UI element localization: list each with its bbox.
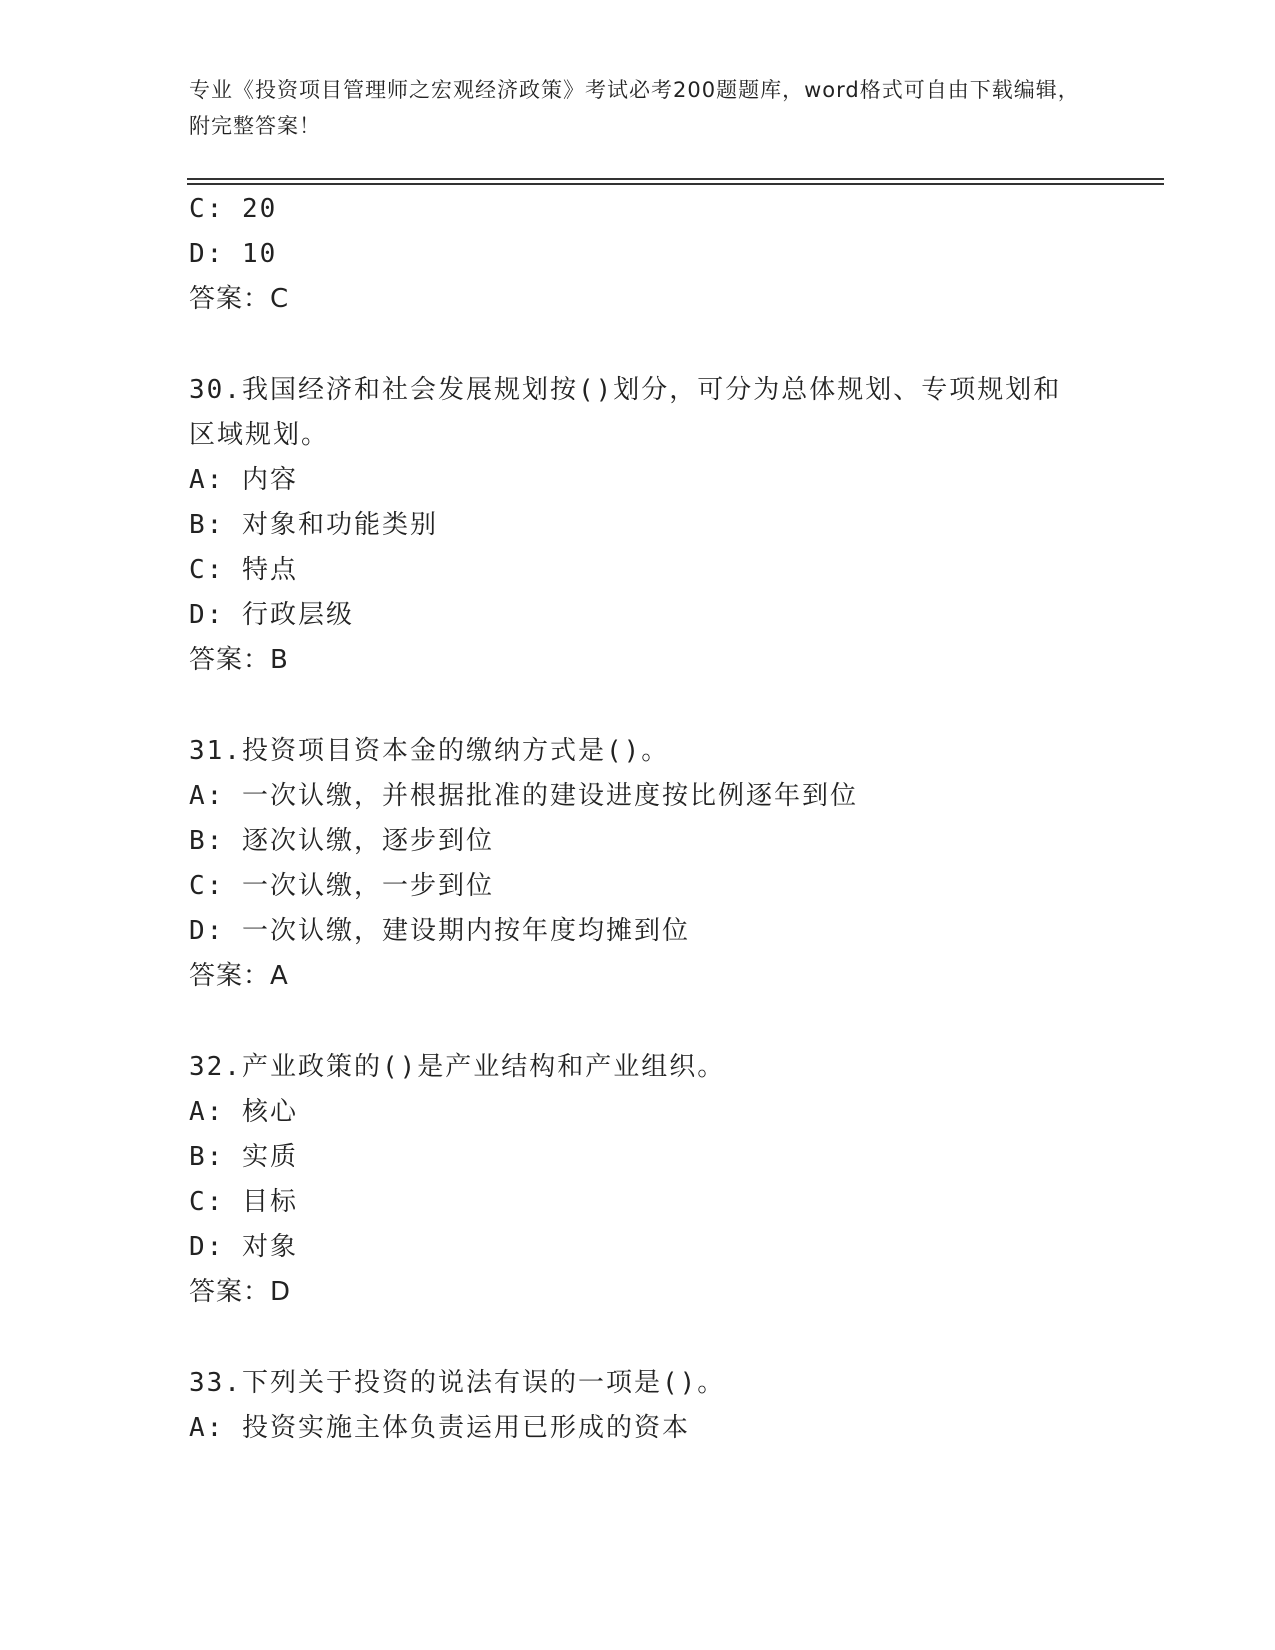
option-line: A: 核心 <box>189 1097 298 1127</box>
answer-line: 答案：C <box>189 284 290 314</box>
option-line: D: 行政层级 <box>189 600 354 630</box>
option-line: A: 一次认缴，并根据批准的建设进度按比例逐年到位 <box>189 781 858 811</box>
answer-line: 答案：B <box>189 645 289 675</box>
option-line: D: 10 <box>189 239 278 269</box>
question-line: 32.产业政策的()是产业结构和产业组织。 <box>189 1052 726 1082</box>
option-line: C: 特点 <box>189 555 298 585</box>
option-line: A: 内容 <box>189 465 298 495</box>
answer-line: 答案：D <box>189 1277 292 1307</box>
header-divider-bottom <box>187 183 1164 185</box>
question-line: 30.我国经济和社会发展规划按()划分，可分为总体规划、专项规划和 <box>189 375 1062 405</box>
question-line: 区域规划。 <box>189 420 330 450</box>
option-line: B: 逐次认缴，逐步到位 <box>189 826 494 856</box>
question-line: 31.投资项目资本金的缴纳方式是()。 <box>189 736 670 766</box>
option-line: A: 投资实施主体负责运用已形成的资本 <box>189 1413 690 1443</box>
option-line: D: 对象 <box>189 1232 298 1262</box>
option-line: B: 实质 <box>189 1142 298 1172</box>
option-line: B: 对象和功能类别 <box>189 510 438 540</box>
document-header: 专业《投资项目管理师之宏观经济政策》考试必考200题题库，word格式可自由下载编辑，附完整答案！ <box>189 78 1080 138</box>
option-line: C: 一次认缴，一步到位 <box>189 871 494 901</box>
header-divider-top <box>187 178 1164 180</box>
option-line: C: 20 <box>189 194 278 224</box>
answer-line: 答案：A <box>189 961 289 991</box>
option-line: D: 一次认缴，建设期内按年度均摊到位 <box>189 916 690 946</box>
question-line: 33.下列关于投资的说法有误的一项是()。 <box>189 1368 726 1398</box>
option-line: C: 目标 <box>189 1187 298 1217</box>
